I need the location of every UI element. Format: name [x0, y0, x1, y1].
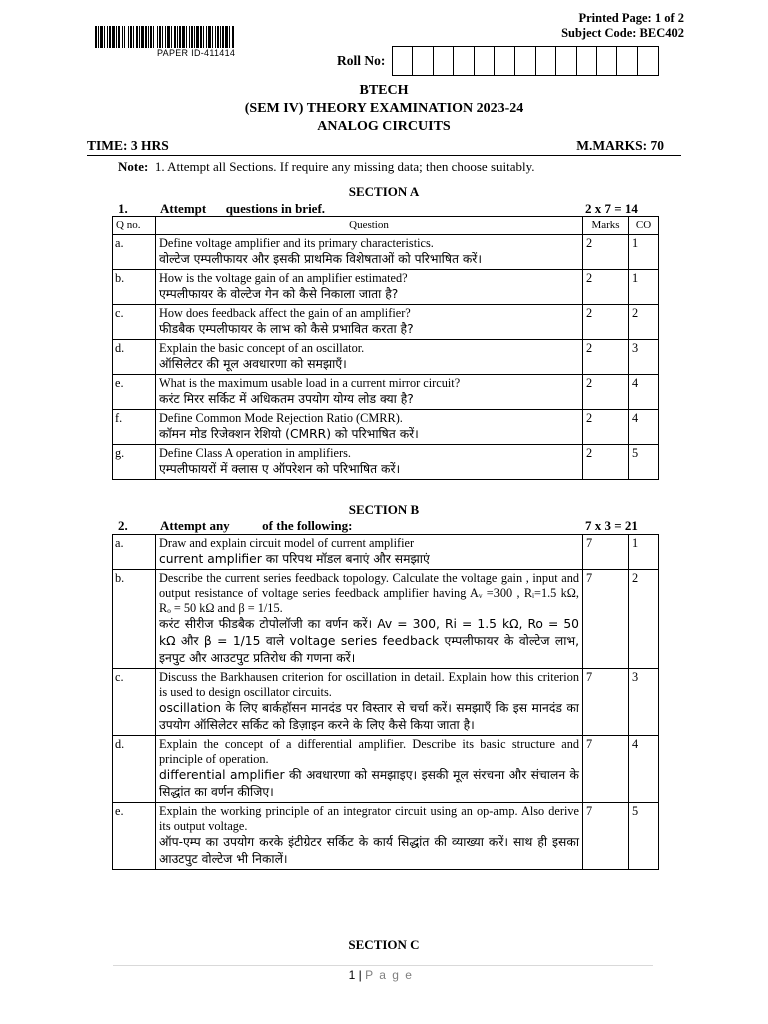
- roll-no-cell[interactable]: [393, 47, 413, 75]
- question-text: [156, 736, 583, 803]
- question-hindi: current amplifier का परिपथ मॉडल बनाएं और समझाएं: [159, 552, 430, 566]
- roll-no-cell[interactable]: [454, 47, 474, 75]
- paper-id: PAPER ID-411414: [157, 48, 236, 58]
- question-marks: 2: [583, 340, 629, 375]
- question-text: [156, 375, 583, 410]
- printed-page-info: [561, 11, 684, 41]
- table-row: [113, 669, 659, 736]
- question-id: a.: [113, 535, 156, 570]
- table-row: [113, 535, 659, 570]
- question-text: [156, 305, 583, 340]
- section-a-table: [112, 216, 659, 480]
- question-marks: 2: [583, 445, 629, 480]
- question-id: d.: [113, 340, 156, 375]
- section-c-title: SECTION C: [348, 937, 420, 952]
- question-english: What is the maximum usable load in a current mirror circuit?: [159, 376, 461, 390]
- question-co: 3: [629, 669, 659, 736]
- barcode: [95, 26, 305, 48]
- question-co: 1: [629, 535, 659, 570]
- page-word: P a g e: [365, 968, 414, 982]
- section-a-title: SECTION A: [348, 184, 420, 199]
- roll-no-cell[interactable]: [556, 47, 576, 75]
- question-hindi: oscillation के लिए बार्कहॉसन मानदंड पर विस्तार से चर्चा करें। समझाएँ कि इस मानदंड का उपयोग ऑसिलेटर सर्किट को डिज़ाइन करने के लिए कैसे किया जाता है।: [159, 701, 579, 732]
- question-marks: 2: [583, 305, 629, 340]
- question-hindi: एम्पलीफायर के वोल्टेज गेन को कैसे निकाला जाता है?: [159, 287, 399, 301]
- max-marks-label: M.MARKS: 70: [576, 138, 664, 153]
- roll-no-cell[interactable]: [515, 47, 535, 75]
- table-row: [113, 235, 659, 270]
- section-b-marks: 7 x 3 = 21: [585, 518, 638, 533]
- roll-no-cell[interactable]: [495, 47, 515, 75]
- question-id: g.: [113, 445, 156, 480]
- question-marks: 7: [583, 669, 629, 736]
- roll-no-cell[interactable]: [577, 47, 597, 75]
- question-id: a.: [113, 235, 156, 270]
- table-row: [113, 570, 659, 669]
- section-b-title: SECTION B: [348, 502, 420, 517]
- section-b-instruction: Attempt any of the following:: [160, 518, 353, 533]
- question-hindi: करंट मिरर सर्किट में अधिकतम उपयोग योग्य लोड क्या है?: [159, 392, 414, 406]
- question-english: Explain the basic concept of an oscillator.: [159, 341, 365, 355]
- question-id: b.: [113, 270, 156, 305]
- question-id: e.: [113, 375, 156, 410]
- note: [118, 159, 535, 175]
- question-marks: 2: [583, 270, 629, 305]
- question-co: 4: [629, 410, 659, 445]
- question-hindi: differential amplifier की अवधारणा को समझाइए। इसकी मूल संरचना और संचालन के सिद्धांत का वर्णन कीजिए।: [159, 768, 579, 799]
- question-marks: 7: [583, 803, 629, 870]
- question-text: [156, 270, 583, 305]
- question-marks: 2: [583, 410, 629, 445]
- question-text: [156, 535, 583, 570]
- section-a-qnum: 1.: [118, 201, 128, 216]
- table-row: [113, 803, 659, 870]
- table-row: [113, 270, 659, 305]
- question-text: [156, 803, 583, 870]
- question-english: How does feedback affect the gain of an amplifier?: [159, 306, 411, 320]
- question-id: f.: [113, 410, 156, 445]
- roll-no-cell[interactable]: [413, 47, 433, 75]
- question-co: 1: [629, 270, 659, 305]
- table-row: [113, 736, 659, 803]
- subject-code: Subject Code: BEC402: [561, 26, 684, 40]
- roll-no-cell[interactable]: [597, 47, 617, 75]
- question-english: Explain the working principle of an integrator circuit using an op-amp. Also derive its output voltage.: [159, 804, 579, 833]
- section-a-marks: 2 x 7 = 14: [585, 201, 638, 216]
- table-row: [113, 375, 659, 410]
- subject-title: ANALOG CIRCUITS: [317, 119, 451, 134]
- question-english: Define Class A operation in amplifiers.: [159, 446, 351, 460]
- question-hindi: एम्पलीफायरों में क्लास ए ऑपरेशन को परिभाषित करें।: [159, 462, 401, 476]
- question-text: [156, 340, 583, 375]
- question-co: 4: [629, 736, 659, 803]
- question-co: 5: [629, 445, 659, 480]
- table-row: [113, 445, 659, 480]
- question-id: b.: [113, 570, 156, 669]
- roll-no-cell[interactable]: [434, 47, 454, 75]
- question-id: e.: [113, 803, 156, 870]
- question-english: Draw and explain circuit model of current amplifier: [159, 536, 415, 550]
- question-co: 1: [629, 235, 659, 270]
- table-row: [113, 340, 659, 375]
- question-id: c.: [113, 669, 156, 736]
- question-co: 2: [629, 305, 659, 340]
- question-marks: 2: [583, 375, 629, 410]
- question-marks: 2: [583, 235, 629, 270]
- question-co: 4: [629, 375, 659, 410]
- col-co: CO: [629, 217, 659, 235]
- exam-title: (SEM IV) THEORY EXAMINATION 2023-24: [244, 101, 524, 116]
- question-hindi: वोल्टेज एम्पलीफायर और इसकी प्राथमिक विशेषताओं को परिभाषित करें।: [159, 252, 482, 266]
- roll-no-boxes: [392, 46, 659, 76]
- question-text: [156, 410, 583, 445]
- question-hindi: ऑसिलेटर की मूल अवधारणा को समझाएँ।: [159, 357, 347, 371]
- roll-no-cell[interactable]: [475, 47, 495, 75]
- question-marks: 7: [583, 570, 629, 669]
- section-a-instruction: Attempt questions in brief.: [160, 201, 326, 216]
- question-text: [156, 669, 583, 736]
- roll-no-cell[interactable]: [617, 47, 637, 75]
- table-row: [113, 410, 659, 445]
- question-co: 5: [629, 803, 659, 870]
- section-b-table: [112, 534, 659, 870]
- question-id: c.: [113, 305, 156, 340]
- question-id: d.: [113, 736, 156, 803]
- header-rule: [87, 155, 681, 156]
- col-question: Question: [156, 217, 583, 235]
- page-footer: 1 | P a g e: [348, 968, 414, 982]
- question-hindi: ऑप-एम्प का उपयोग करके इंटीग्रेटर सर्किट के कार्य सिद्धांत की व्याख्या करें। साथ ही इसका आउटपुट वोल्टेज भी निकालें।: [159, 835, 579, 866]
- footer-rule: [113, 965, 653, 966]
- question-co: 2: [629, 570, 659, 669]
- question-english: Explain the concept of a differential amplifier. Describe its basic structure and principle of operation.: [159, 737, 579, 766]
- question-english: How is the voltage gain of an amplifier estimated?: [159, 271, 408, 285]
- question-english: Define voltage amplifier and its primary characteristics.: [159, 236, 434, 250]
- col-qno: Q no.: [113, 217, 156, 235]
- question-text: [156, 445, 583, 480]
- question-marks: 7: [583, 535, 629, 570]
- question-text: [156, 570, 583, 669]
- time-label: TIME: 3 HRS: [87, 138, 169, 153]
- note-label: Note:: [118, 159, 149, 174]
- note-text: 1. Attempt all Sections. If require any missing data; then choose suitably.: [151, 159, 535, 174]
- question-english: Discuss the Barkhausen criterion for oscillation in detail. Explain how this criterion is used to design oscillator circuits.: [159, 670, 579, 699]
- table-header-row: [113, 217, 659, 235]
- program-title: BTECH: [359, 83, 409, 98]
- page-number: 1: [348, 968, 356, 982]
- question-co: 3: [629, 340, 659, 375]
- col-marks: Marks: [583, 217, 629, 235]
- section-b-qnum: 2.: [118, 518, 128, 533]
- question-marks: 7: [583, 736, 629, 803]
- question-english: Describe the current series feedback topology. Calculate the voltage gain , input and output resistance of voltage series feedback amplifier having Aᵥ =300 , Rᵢ=1.5 kΩ, Rₒ = 50 kΩ and β = 1/15.: [159, 571, 579, 615]
- roll-no-label: Roll No:: [337, 53, 386, 68]
- roll-no-cell[interactable]: [536, 47, 556, 75]
- table-row: [113, 305, 659, 340]
- question-hindi: फीडबैक एम्पलीफायर के लाभ को कैसे प्रभावित करता है?: [159, 322, 414, 336]
- question-text: [156, 235, 583, 270]
- question-hindi: कॉमन मोड रिजेक्शन रेशियो (CMRR) को परिभाषित करें।: [159, 427, 419, 441]
- question-hindi: करंट सीरीज फीडबैक टोपोलॉजी का वर्णन करें। Av = 300, Ri = 1.5 kΩ, Ro = 50 kΩ और β = 1/15 वाले voltage series feedback एम्पलीफायर के वोल्टेज लाभ, इनपुट और आउटपुट प्रतिरोध की गणना करें।: [159, 617, 579, 665]
- printed-page: Printed Page: 1 of 2: [578, 11, 684, 25]
- question-english: Define Common Mode Rejection Ratio (CMRR).: [159, 411, 403, 425]
- roll-no-cell[interactable]: [638, 47, 658, 75]
